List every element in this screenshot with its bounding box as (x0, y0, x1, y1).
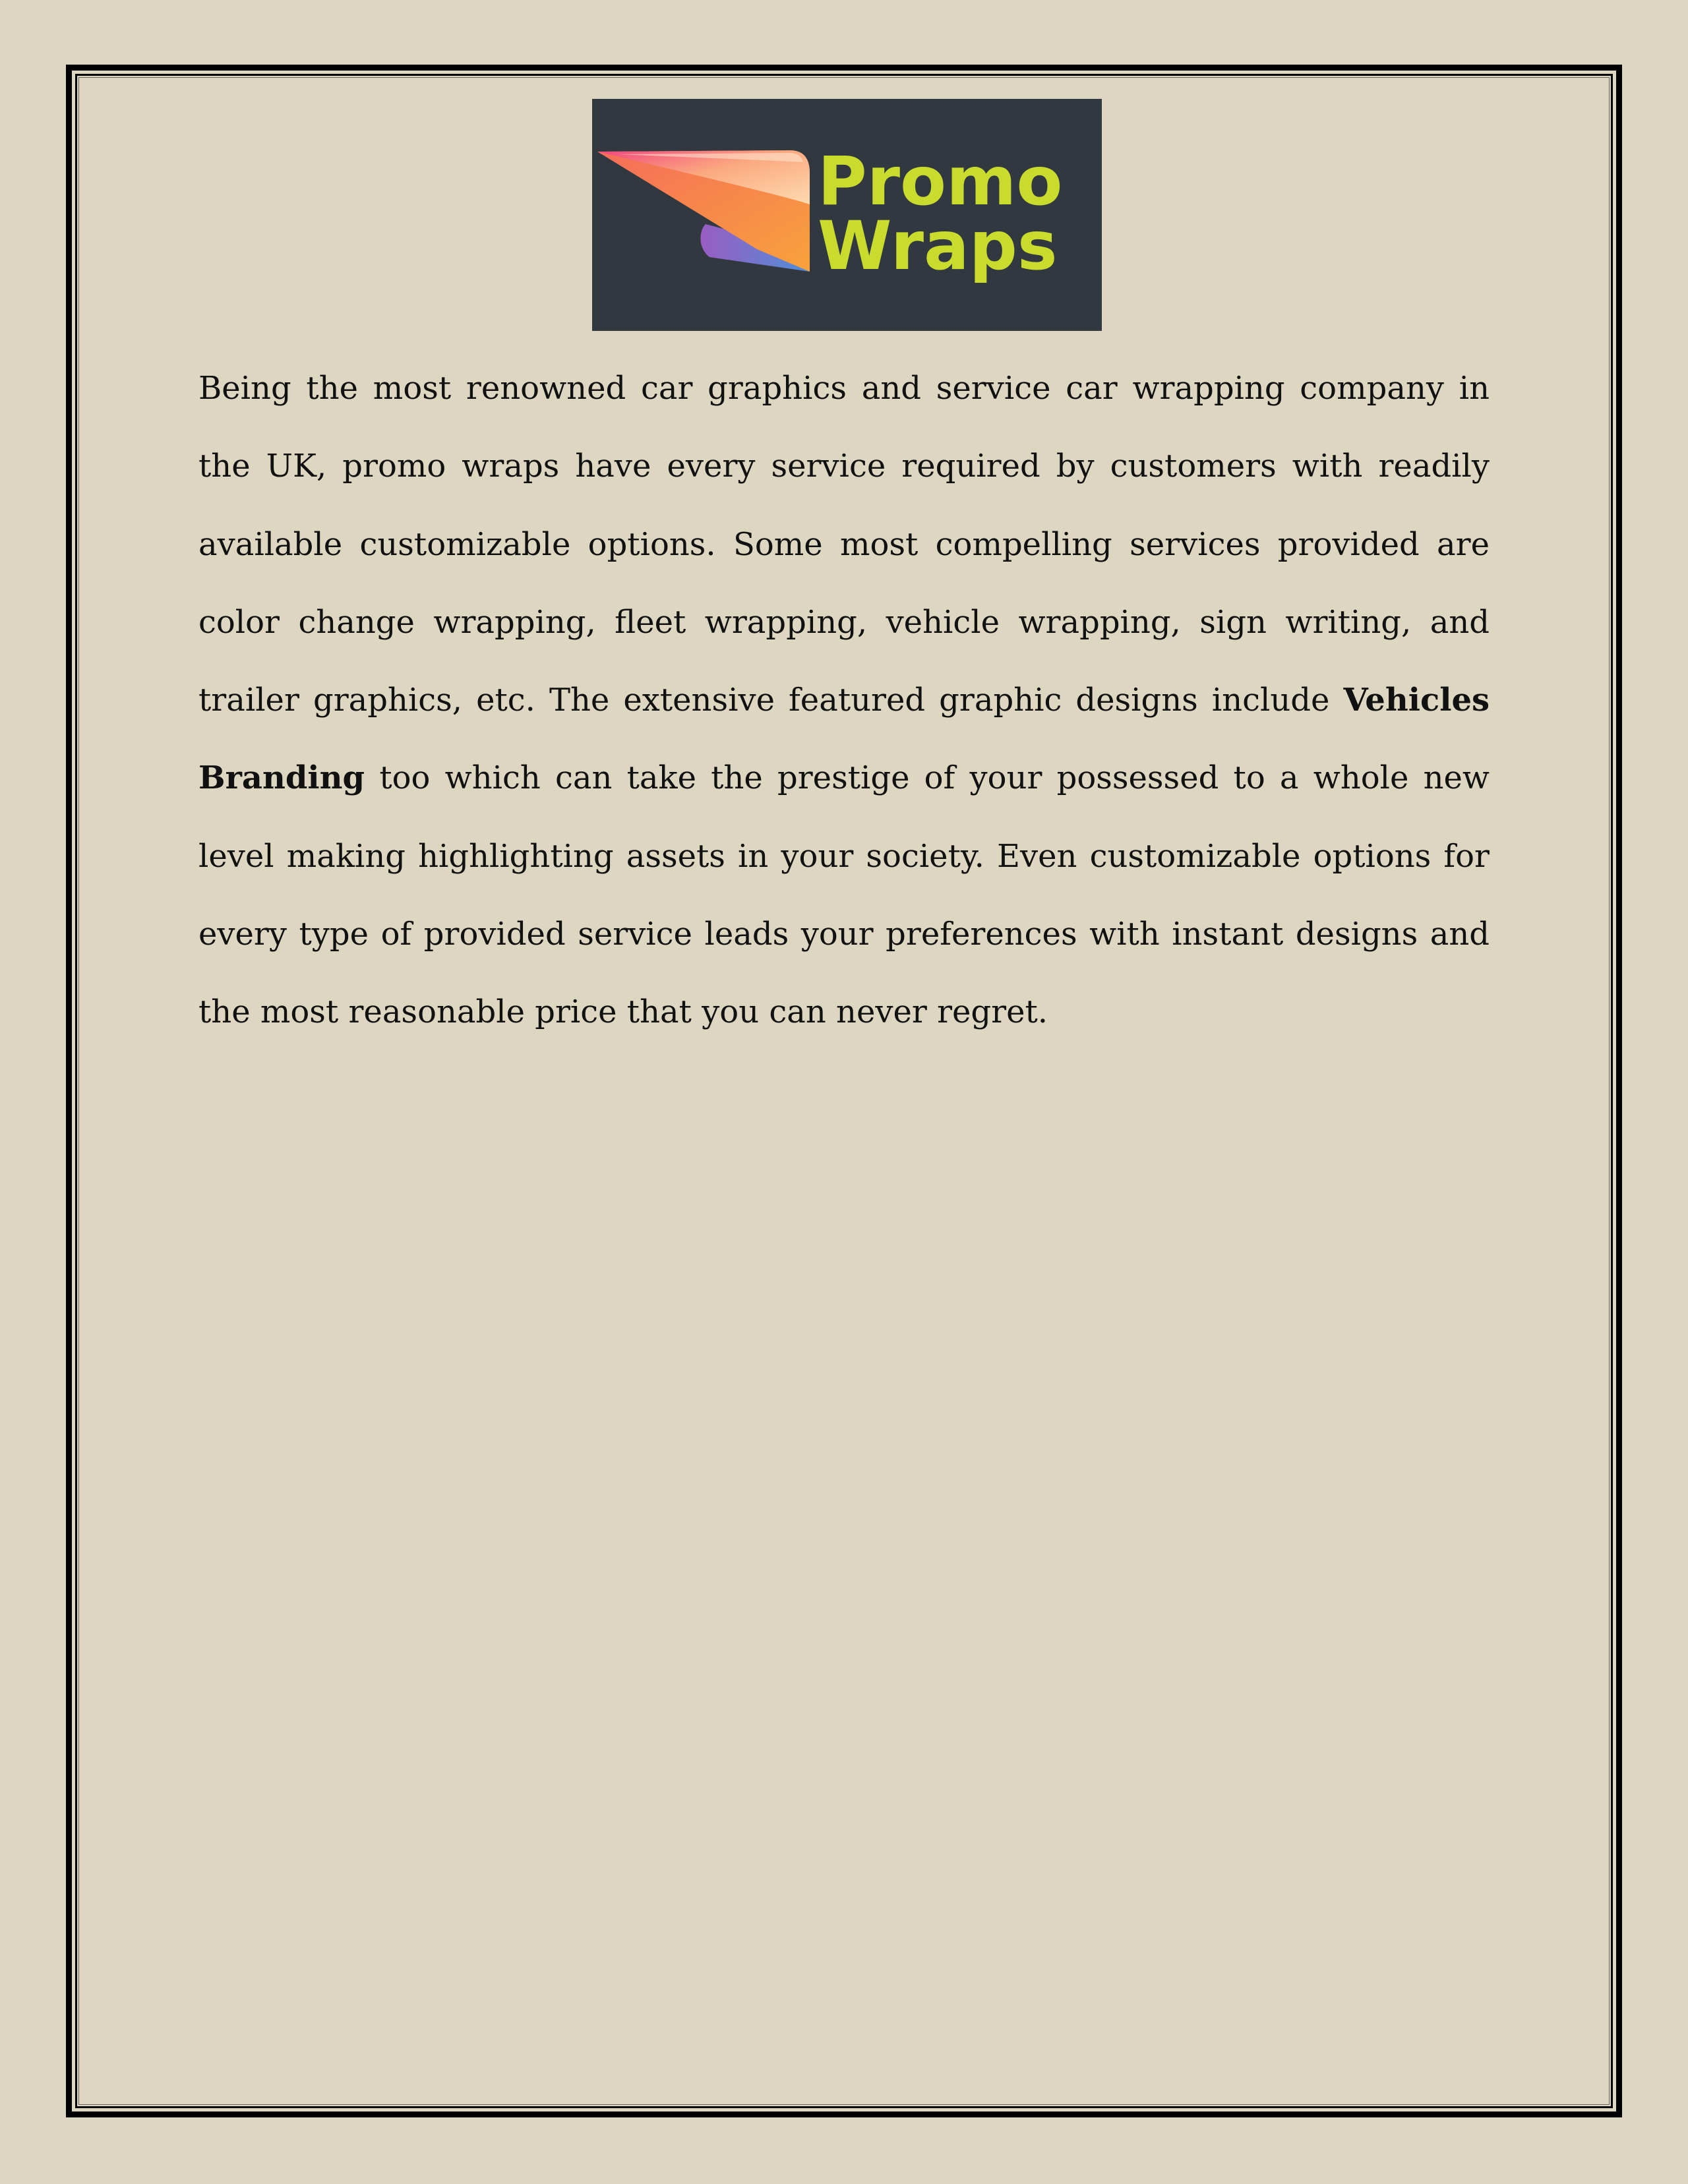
article-text-part2: too which can take the prestige of your possessed to a whole new level making highlighting assets in your society. Even customizable options for every type of provided service leads your preferences with instant designs and the most reasonable price that you can never regret. (198, 759, 1490, 1031)
article-bold-phrase: Vehicles Branding (198, 682, 1490, 797)
logo-word-promo: Promo (818, 142, 1063, 221)
logo-word-wraps: Wraps (818, 207, 1058, 285)
article-text-part1: Being the most renowned car graphics and service car wrapping company in the UK, promo wraps have every service required by customers with readily available customizable options. Some most compelling services provided are color change wrapping, fleet wrapping, vehicle wrapping, sign writing, and trailer graphics, etc. The extensive featured graphic designs include (198, 370, 1490, 719)
article-paragraph (198, 349, 1490, 1051)
logo-graphic (592, 99, 1102, 331)
promo-wraps-logo (592, 99, 1102, 331)
